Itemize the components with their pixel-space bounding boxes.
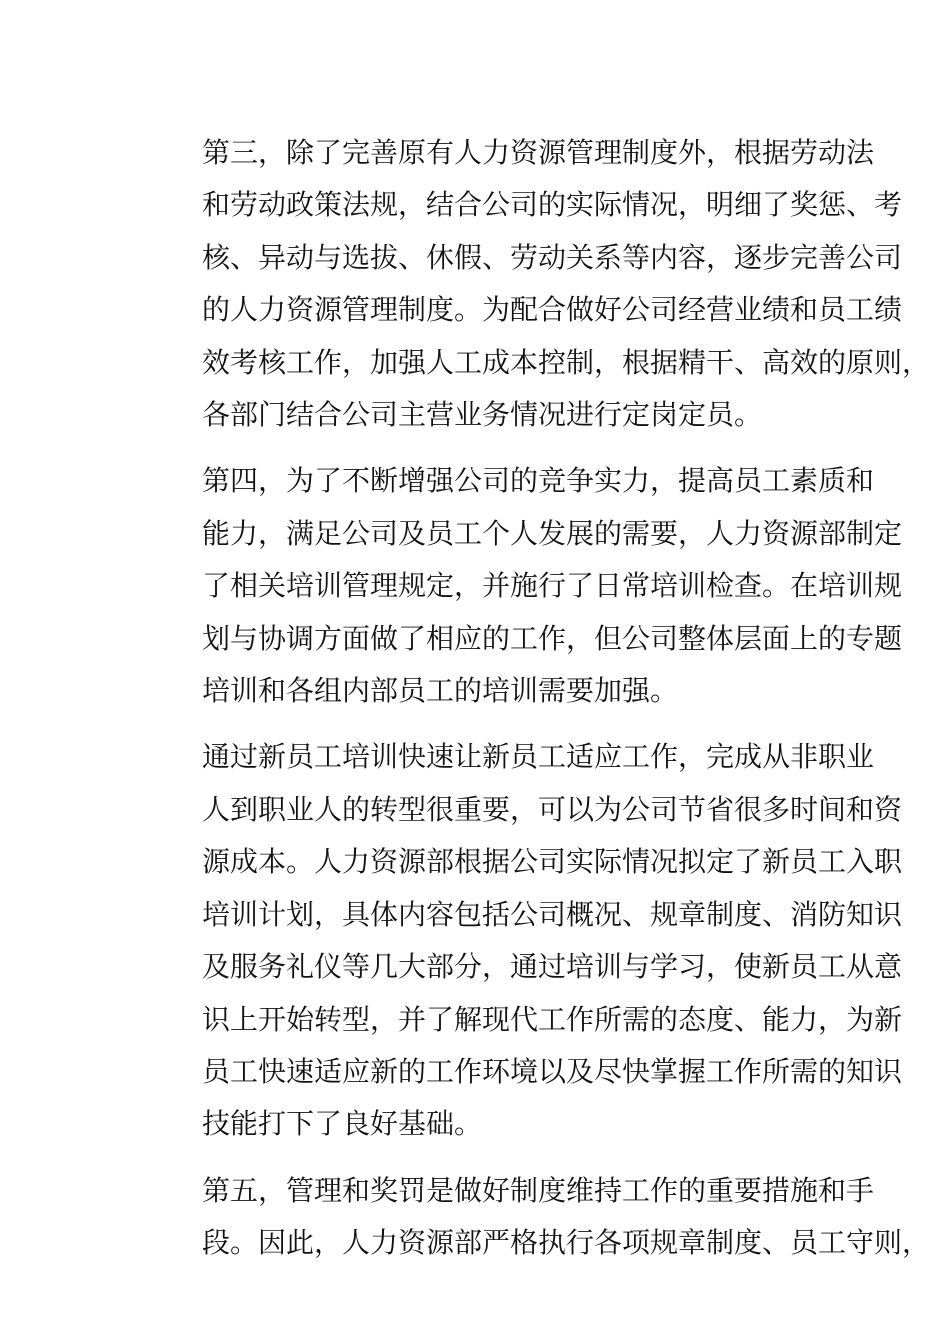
paragraph-line: 人到职业人的转型很重要，可以为公司节省很多时间和资 <box>202 792 903 826</box>
paragraph-line: 段。因此，人力资源部严格执行各项规章制度、员工守则， <box>202 1226 931 1260</box>
paragraph-3 <box>146 731 903 1150</box>
paragraph-line: 员工快速适应新的工作环境以及尽快掌握工作所需的知识 <box>202 1054 903 1088</box>
paragraph-line: 效考核工作，加强人工成本控制，根据精干、高效的原则， <box>202 345 931 379</box>
paragraph-line: 能力，满足公司及员工个人发展的需要，人力资源部制定 <box>202 516 903 550</box>
paragraph-2 <box>146 455 903 717</box>
paragraph-line: 核、异动与选拔、休假、劳动关系等内容，逐步完善公司 <box>202 240 903 274</box>
paragraph-line: 第三，除了完善原有人力资源管理制度外，根据劳动法 <box>202 136 875 169</box>
paragraph-line: 培训和各组内部员工的培训需要加强。 <box>202 674 679 708</box>
paragraph-4 <box>146 1165 931 1270</box>
paragraph-line: 源成本。人力资源部根据公司实际情况拟定了新员工入职 <box>202 845 903 879</box>
paragraph-line: 和劳动政策法规，结合公司的实际情况，明细了奖惩、考 <box>202 188 903 222</box>
document-body <box>146 127 931 1284</box>
paragraph-line: 各部门结合公司主营业务情况进行定岗定员。 <box>202 398 763 432</box>
paragraph-line: 了相关培训管理规定，并施行了日常培训检查。在培训规 <box>202 569 903 603</box>
paragraph-line: 通过新员工培训快速让新员工适应工作，完成从非职业 <box>202 740 875 774</box>
paragraph-1 <box>146 127 931 441</box>
paragraph-line: 及服务礼仪等几大部分，通过培训与学习，使新员工从意 <box>202 950 903 984</box>
paragraph-line: 的人力资源管理制度。为配合做好公司经营业绩和员工绩 <box>202 293 903 327</box>
paragraph-line: 划与协调方面做了相应的工作，但公司整体层面上的专题 <box>202 621 903 655</box>
paragraph-line: 第四，为了不断增强公司的竞争实力，提高员工素质和 <box>202 464 875 498</box>
paragraph-line: 技能打下了良好基础。 <box>202 1107 483 1141</box>
paragraph-line: 识上开始转型，并了解现代工作所需的态度、能力，为新 <box>202 1002 903 1036</box>
paragraph-line: 培训计划，具体内容包括公司概况、规章制度、消防知识 <box>202 897 903 931</box>
paragraph-line: 第五，管理和奖罚是做好制度维持工作的重要措施和手 <box>202 1173 875 1207</box>
